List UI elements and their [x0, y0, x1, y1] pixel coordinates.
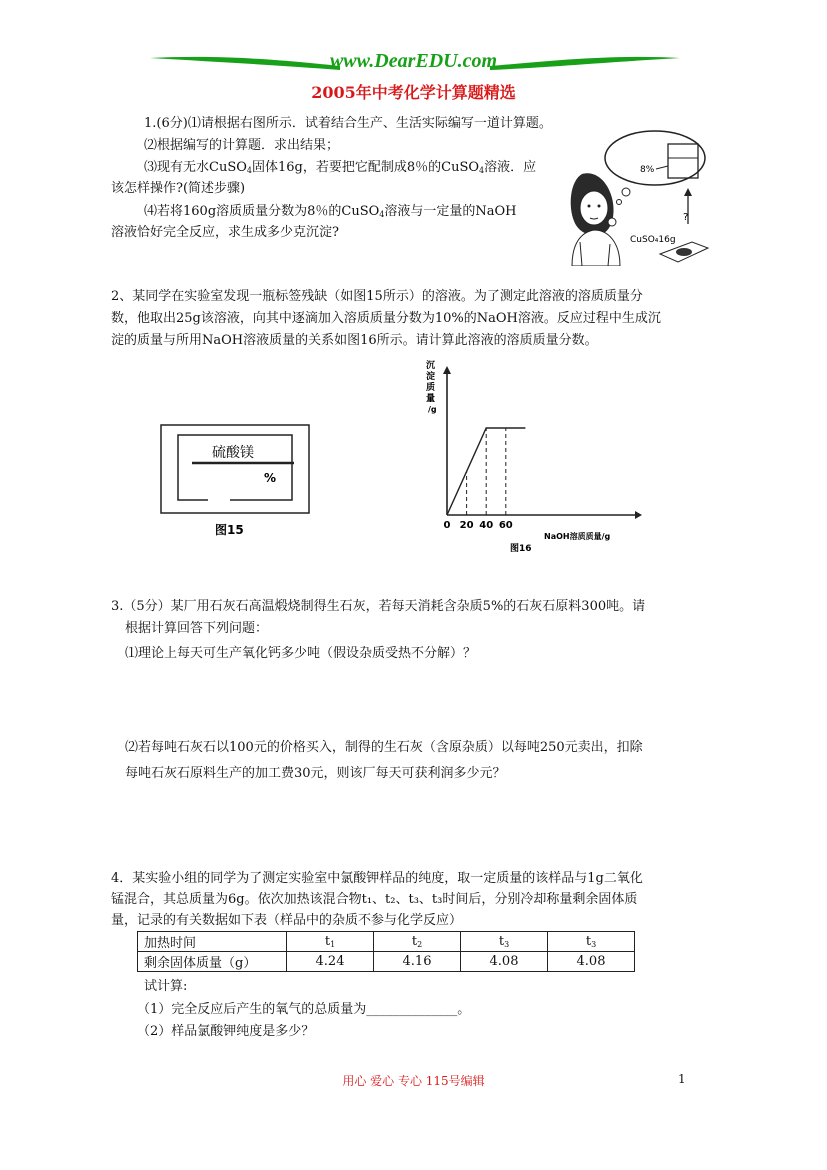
q2-line2: 数，他取出25g该溶液，向其中逐滴加入溶质质量分数为10%的NaOH溶液。反应过程中生成沉: [111, 311, 661, 326]
q3-line5: 每吨石灰石原料生产的加工费30元，则该厂每天可获利润多少元？: [125, 766, 506, 781]
fig15-label-text: 硫酸镁: [212, 445, 254, 461]
table-row: [138, 952, 635, 972]
chart-y-axis-label: [426, 359, 437, 414]
q4-sub1: （1）完全反应后产生的氧气的总质量为______________。: [137, 1002, 471, 1017]
svg-text:量: 量: [426, 394, 436, 404]
table-cell: $t_3$: [548, 932, 635, 952]
table-cell: $t_1$: [287, 932, 374, 952]
table-cell: $t_2$: [374, 932, 461, 952]
table-row: [138, 932, 635, 952]
chart-x-axis-label: NaOH溶质质量/g: [544, 532, 611, 541]
q2-line1: 2、某同学在实验室发现一瓶标签残缺（如图15所示）的溶液。为了测定此溶液的溶质质量分: [111, 289, 643, 304]
q4-data-table: [137, 931, 635, 972]
q1-line6: 溶液恰好完全反应，求生成多少克沉淀?: [111, 225, 339, 240]
q4-line2: 锰混合，其总质量为6g。依次加热该混合物t₁、t₂、t₃、t₃时间后，分别冷却称量剩余固体质: [111, 892, 638, 907]
q4-sub2: （2）样品氯酸钾纯度是多少？: [137, 1024, 315, 1039]
chart-x-tick-label: 40: [479, 520, 494, 531]
svg-text:质: 质: [426, 383, 436, 393]
svg-text:沉: 沉: [426, 361, 436, 371]
q4-try: 试计算:: [144, 979, 188, 994]
q1-line4: 该怎样操作?(简述步骤): [111, 181, 246, 196]
table-cell: 4.16: [374, 952, 461, 972]
q3-line1: 3.（5分）某厂用石灰石高温煅烧制得生石灰，若每天消耗含杂质5%的石灰石原料300吨。请: [111, 599, 646, 614]
q3-line4: ⑵若每吨石灰石以100元的价格买入，制得的生石灰（含原杂质）以每吨250元卖出，扣除: [125, 740, 643, 755]
table-cell: 4.24: [287, 952, 374, 972]
q1-line5: ⑷若将160g溶质质量分数为8％的CuSO$_4$溶液与一定量的NaOH: [144, 204, 517, 219]
svg-text:?: ?: [683, 212, 689, 223]
table-cell: $t_3$: [461, 932, 548, 952]
q1-fig-percent: 8%: [640, 165, 655, 175]
chart-x-tick-label: 20: [459, 520, 474, 531]
table-cell: 4.08: [548, 952, 635, 972]
figure-16-chart: [420, 356, 650, 556]
table-cell: 4.08: [461, 952, 548, 972]
svg-text:/g: /g: [428, 405, 437, 414]
page-number: 1: [678, 1072, 686, 1086]
q4-line1: 4．某实验小组的同学为了测定实验室中氯酸钾样品的纯度，取一定质量的该样品与1g二氧化: [111, 871, 643, 886]
q1-line2: ⑵根据编写的计算题．求出结果；: [144, 138, 340, 153]
table-cell: 加热时间: [138, 932, 287, 952]
fig15-caption: 图15: [215, 523, 244, 537]
chart-x-axis-arrow: [635, 511, 642, 519]
q1-line1: 1.(6分)⑴请根据右图所示．试着结合生产、生活实际编写一道计算题。: [144, 116, 552, 131]
fig15-percent: %: [264, 471, 277, 485]
svg-text:淀: 淀: [426, 372, 436, 382]
q1-line3: ⑶现有无水CuSO$_4$固体16g，若要把它配制成8％的CuSO$_4$溶液．应: [144, 160, 537, 175]
q3-line3: ⑴理论上每天可生产氧化钙多少吨（假设杂质受热不分解）？: [125, 646, 477, 661]
chart-x-tick-label: 0: [443, 520, 451, 531]
page-title: 2005年中考化学计算题精选: [311, 83, 516, 102]
footer-text: 用心 爱心 专心 115号编辑: [342, 1074, 485, 1088]
q1-illustration: [560, 126, 710, 266]
chart-x-tick-label: 60: [498, 520, 513, 531]
table-cell: 剩余固体质量（g）: [138, 952, 287, 972]
q2-line3: 淀的质量与所用NaOH溶液质量的关系如图16所示。请计算此溶液的溶质质量分数。: [111, 333, 598, 348]
q1-fig-salt: CuSO₄16g: [630, 235, 676, 245]
site-url: www.DearEDU.com: [329, 50, 498, 72]
chart-y-axis-arrow: [443, 366, 451, 374]
q3-line2: 根据计算回答下列问题：: [125, 621, 269, 636]
chart-caption: 图16: [510, 544, 532, 554]
q4-line3: 量，记录的有关数据如下表（样品中的杂质不参与化学反应）: [111, 913, 463, 928]
figure-15-label: [160, 424, 320, 544]
